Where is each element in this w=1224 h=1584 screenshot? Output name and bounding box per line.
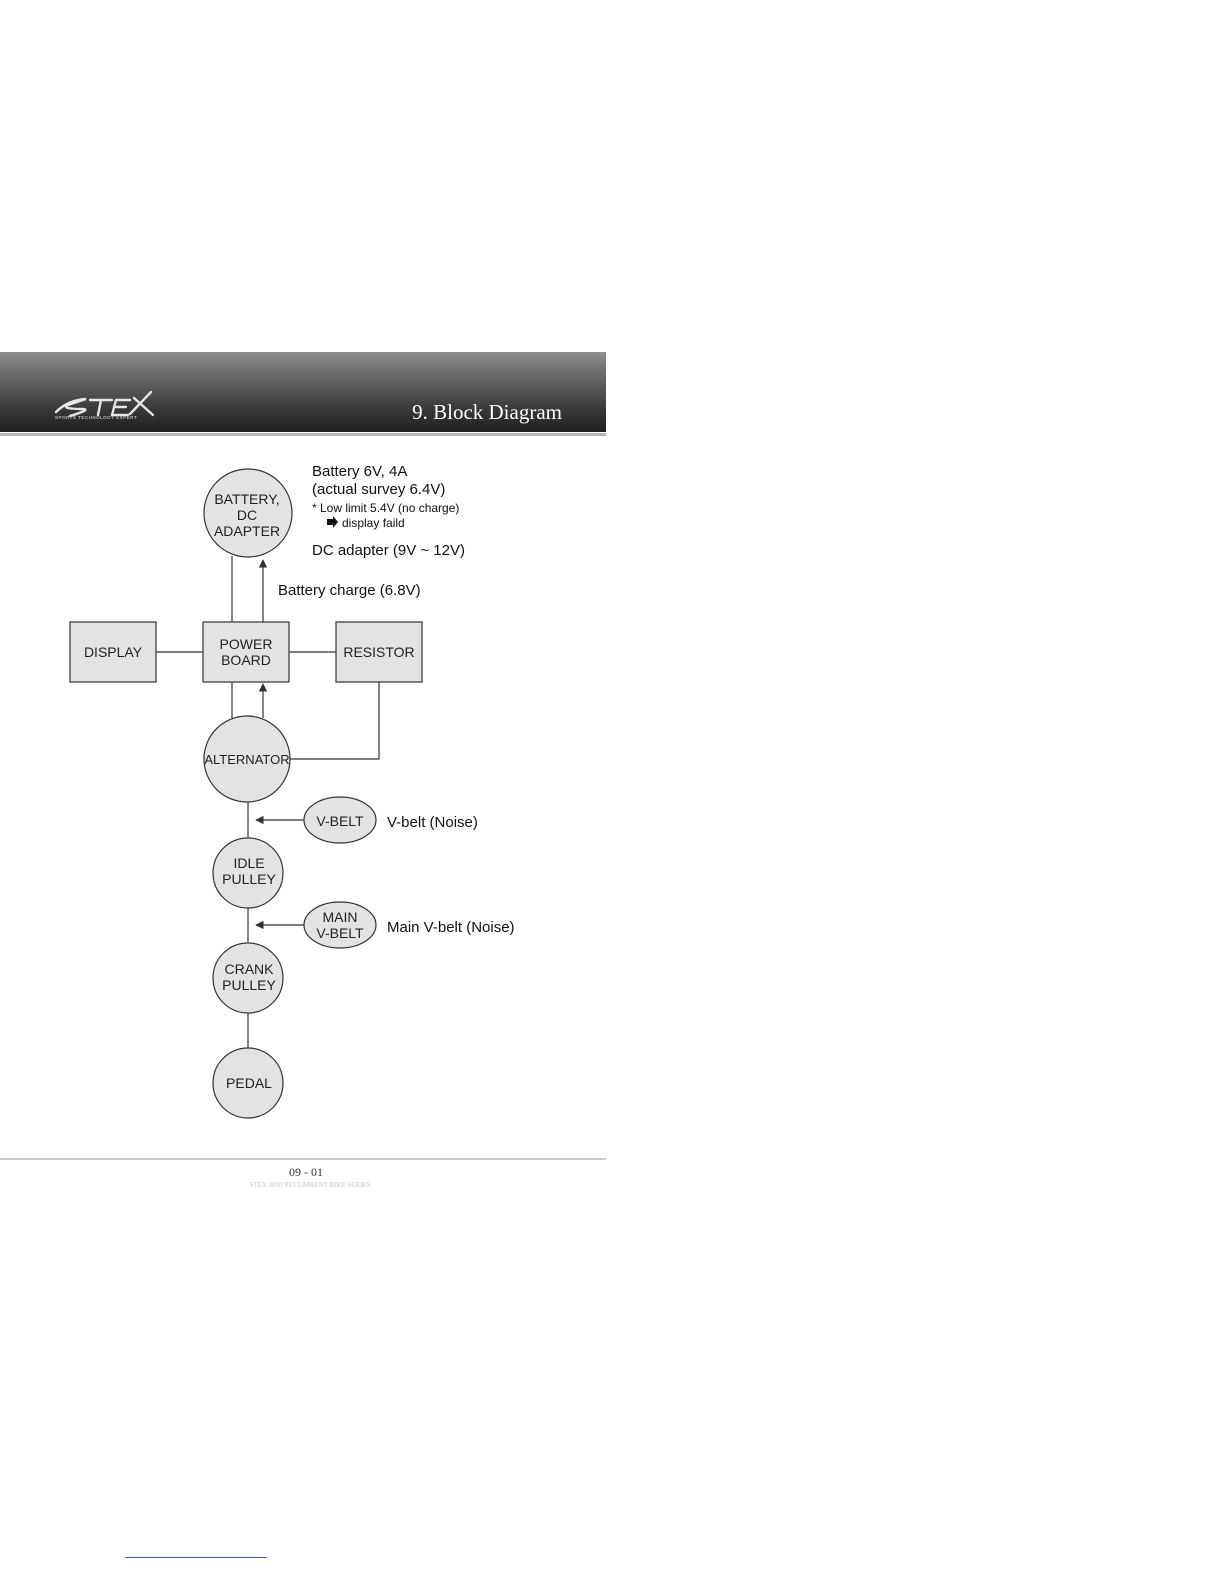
battery-label-3: ADAPTER — [213, 523, 281, 539]
battery-label-2: DC — [236, 507, 258, 523]
pedal-label: PEDAL — [226, 1075, 272, 1091]
battery-label-1: BATTERY, — [214, 491, 280, 507]
power-board-label-2: BOARD — [221, 652, 271, 668]
crank-pulley-label-1: CRANK — [224, 961, 274, 977]
alternator-label: ALTERNATOR — [204, 752, 290, 767]
page-title: 9. Block Diagram — [412, 400, 562, 424]
footer-link-underline[interactable] — [125, 1557, 267, 1558]
logo-tagline: SPORTS TECHNOLOGY EXPERT — [55, 415, 138, 420]
dc-adapter-note: DC adapter (9V ~ 12V) — [312, 542, 465, 559]
right-arrow-icon — [327, 516, 338, 528]
resistor-to-alternator-line — [290, 682, 379, 759]
crank-pulley-label-2: PULLEY — [222, 977, 276, 993]
display-label: DISPLAY — [83, 644, 143, 660]
power-board-label-1: POWER — [219, 636, 273, 652]
v-belt-label: V-BELT — [316, 813, 364, 829]
page-number: 09 - 01 — [289, 1165, 323, 1179]
battery-spec-note: Battery 6V, 4A — [312, 463, 408, 480]
main-v-belt-label-2: V-BELT — [316, 925, 364, 941]
v-belt-noise-note: V-belt (Noise) — [387, 814, 478, 831]
display-fail-note: display faild — [342, 516, 405, 530]
main-v-belt-noise-note: Main V-belt (Noise) — [387, 919, 515, 936]
main-v-belt-label-1: MAIN — [322, 909, 358, 925]
footer-rule — [0, 1158, 606, 1160]
battery-survey-note: (actual survey 6.4V) — [312, 481, 446, 498]
idle-pulley-label-2: PULLEY — [222, 871, 276, 887]
resistor-label: RESISTOR — [343, 644, 415, 660]
footer-subtitle: STEX 8010 RECUMBENT BIKE SERIES — [249, 1181, 371, 1189]
low-limit-note: * Low limit 5.4V (no charge) — [312, 501, 460, 515]
battery-charge-note: Battery charge (6.8V) — [278, 582, 421, 599]
idle-pulley-label-1: IDLE — [233, 855, 265, 871]
